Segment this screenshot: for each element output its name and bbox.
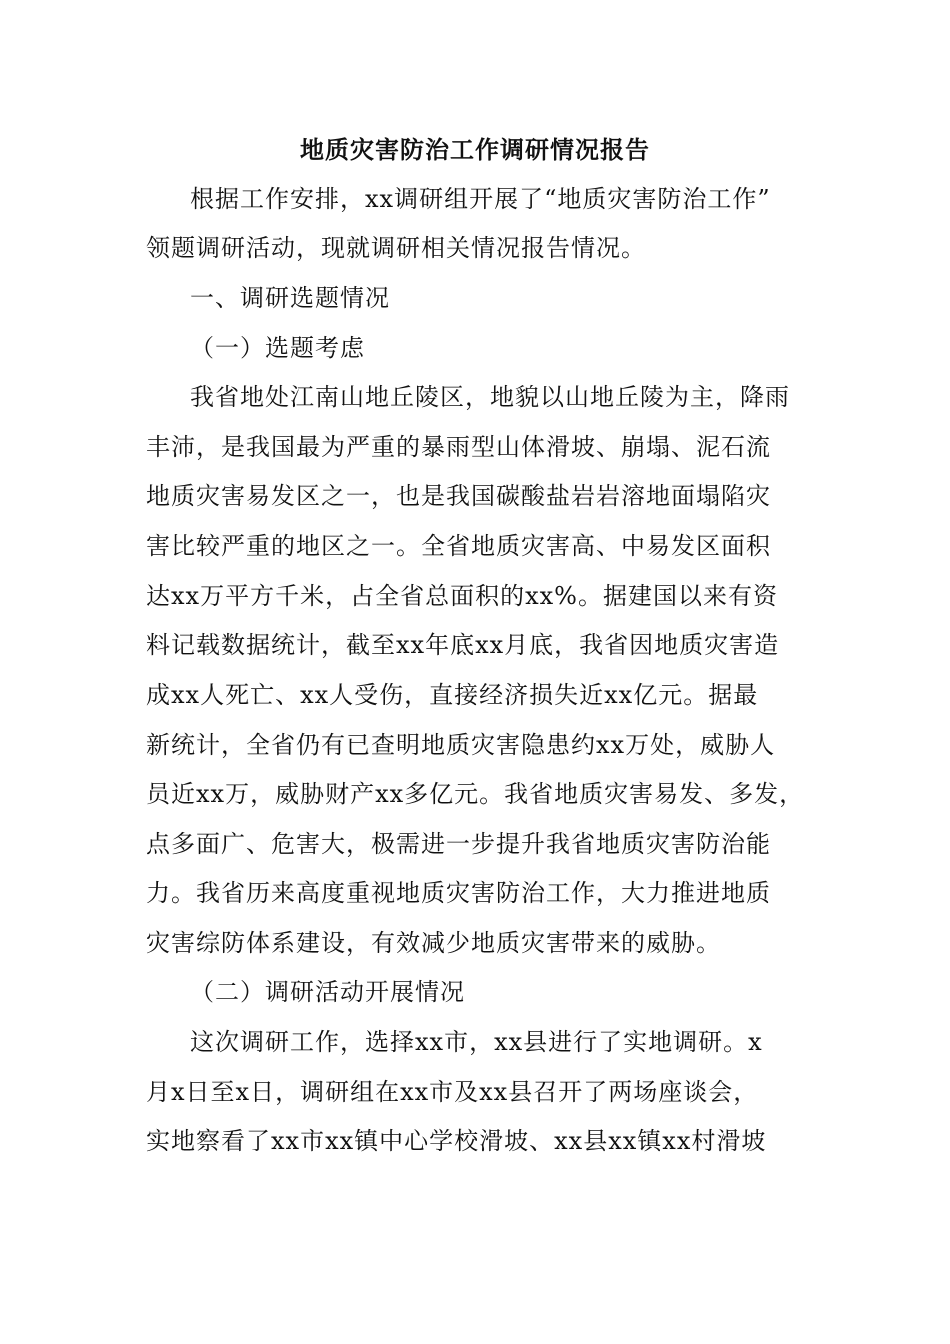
paragraph-line: 这次调研工作，选择xx市，xx县进行了实地调研。x <box>190 1028 763 1056</box>
paragraph-line: 我省地处江南山地丘陵区，地貌以山地丘陵为主，降雨 <box>190 383 790 411</box>
paragraph-line: 害比较严重的地区之一。全省地质灾害高、中易发区面积 <box>146 532 771 560</box>
paragraph-line: 月x日至x日，调研组在xx市及xx县召开了两场座谈会， <box>146 1078 759 1106</box>
paragraph-line: 员近xx万，威胁财产xx多亿元。我省地质灾害易发、多发， <box>146 780 805 808</box>
paragraph-line: 地质灾害易发区之一，也是我国碳酸盐岩岩溶地面塌陷灾 <box>146 482 771 510</box>
paragraph-line: 实地察看了xx市xx镇中心学校滑坡、xx县xx镇xx村滑坡 <box>146 1127 767 1155</box>
paragraph-line: 领题调研活动，现就调研相关情况报告情况。 <box>146 234 646 262</box>
paragraph-line: 点多面广、危害大，极需进一步提升我省地质灾害防治能 <box>146 830 771 858</box>
paragraph-line: 成xx人死亡、xx人受伤，直接经济损失近xx亿元。据最 <box>146 681 759 709</box>
subsection-heading: （二）调研活动开展情况 <box>190 978 465 1006</box>
paragraph-line: 根据工作安排，xx调研组开展了“地质灾害防治工作” <box>190 185 771 213</box>
paragraph-line: 新统计，全省仍有已查明地质灾害隐患约xx万处，威胁人 <box>146 731 776 759</box>
paragraph-line: 灾害综防体系建设，有效减少地质灾害带来的威胁。 <box>146 929 721 957</box>
section-heading: 一、调研选题情况 <box>190 284 390 312</box>
paragraph-line: 丰沛，是我国最为严重的暴雨型山体滑坡、崩塌、泥石流 <box>146 433 771 461</box>
subsection-heading: （一）选题考虑 <box>190 334 365 362</box>
paragraph-line: 料记载数据统计，截至xx年底xx月底，我省因地质灾害造 <box>146 631 780 659</box>
paragraph-line: 达xx万平方千米，占全省总面积的xx%。据建国以来有资 <box>146 582 778 610</box>
paragraph-line: 力。我省历来高度重视地质灾害防治工作，大力推进地质 <box>146 879 771 907</box>
document-title: 地质灾害防治工作调研情况报告 <box>300 135 650 164</box>
